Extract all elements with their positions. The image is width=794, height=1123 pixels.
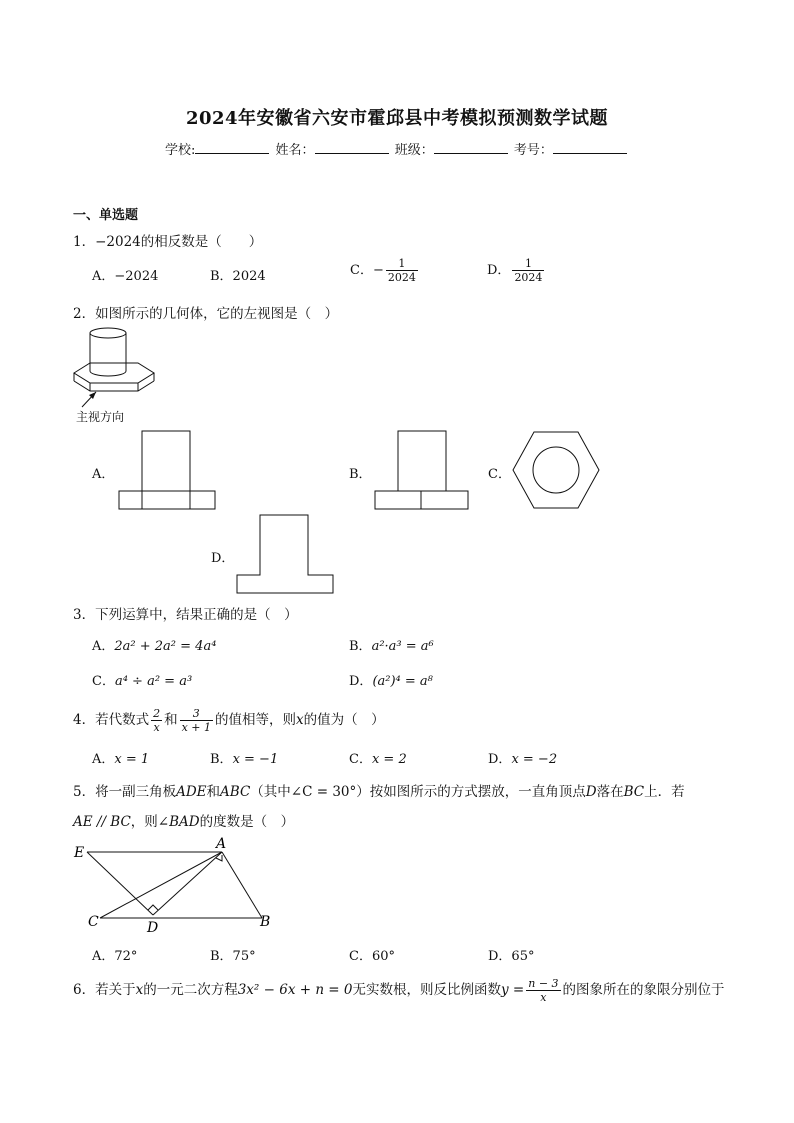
q5-option-a: A．72°: [92, 949, 138, 964]
exam-no-label: 考号：: [513, 143, 553, 158]
exam-no-blank[interactable]: [553, 140, 627, 154]
q5-option-d: D．65°: [488, 949, 535, 964]
q4-fraction-1: $\frac{2}{x}$: [153, 707, 161, 734]
q2-option-a-figure: [118, 430, 216, 510]
section-heading: 一、单选题: [73, 208, 139, 223]
q3-stem: 3．下列运算中，结果正确的是（ ）: [73, 607, 298, 623]
q5-triangle-figure: [70, 838, 280, 938]
q5-stem-line1: 5．将一副三角板ADE和ABC（其中∠C = 30°）按如图所示的方式摆放，一直角顶点D落在BC上．若: [73, 784, 685, 800]
q2-option-d-figure: [236, 514, 334, 594]
class-blank[interactable]: [434, 140, 508, 154]
q2-solid-figure: [70, 325, 160, 420]
q2-option-b: B．: [349, 467, 372, 482]
q4-fraction-2: $\frac{3}{x + 1}$: [181, 707, 212, 734]
q3-option-a: A．2a² + 2a² = 4a⁴: [92, 639, 217, 654]
q3-option-d: D．(a²)⁴ = a⁸: [349, 674, 433, 689]
q2-option-d: D．: [211, 551, 235, 566]
q2-option-a: A．: [92, 467, 115, 482]
page-title: 2024年安徽省六安市霍邱县中考模拟预测数学试题: [185, 108, 609, 129]
q5-label-c: C: [88, 914, 99, 930]
q4-option-a: A．x = 1: [92, 752, 150, 767]
q4-stem: 4．若代数式 $\frac{2}{x}$ 和 $\frac{3}{x + 1}$ 的值相等，则x的值为（ ）: [73, 707, 385, 734]
q5-stem-line2: AE // BC，则∠BAD的度数是（ ）: [73, 814, 295, 830]
q1-stem: 1．−2024的相反数是（ ）: [73, 234, 263, 250]
school-label: 学校:: [165, 143, 196, 158]
q2-option-c: C．: [488, 467, 511, 482]
class-label: 班级：: [394, 143, 434, 158]
q2-option-b-figure: [374, 430, 470, 510]
q1-option-a: A．−2024: [92, 269, 159, 284]
q4-option-b: B．x = −1: [210, 752, 279, 767]
q6-stem: 6．若关于x的一元二次方程3x² − 6x + n = 0无实数根，则反比例函数y = $\frac{n - 3}{x}$ 的图象所在的象限分别位于: [73, 977, 725, 1004]
q4-option-d: D．x = −2: [488, 752, 558, 767]
name-blank[interactable]: [315, 140, 389, 154]
student-info-line: [165, 139, 629, 158]
q5-label-a: A: [216, 836, 227, 852]
q2-stem: 2．如图所示的几何体，它的左视图是（ ）: [73, 306, 339, 322]
q4-option-c: C．x = 2: [349, 752, 407, 767]
name-label: 姓名：: [275, 143, 315, 158]
q1-option-b: B．2024: [210, 269, 266, 284]
q1-c-fraction: $\frac{1}{2024}$: [387, 257, 416, 284]
q5-label-b: B: [260, 914, 271, 930]
q5-option-c: C．60°: [349, 949, 395, 964]
q5-label-e: E: [74, 845, 85, 861]
q2-option-c-figure: [512, 431, 600, 509]
q2-direction-label: 主视方向: [76, 410, 125, 424]
q1-option-c: C．− $\frac{1}{2024}$: [350, 257, 416, 284]
q3-option-b: B．a²·a³ = a⁶: [349, 639, 434, 654]
q1-d-fraction: $\frac{1}{2024}$: [514, 257, 543, 284]
q5-label-d: D: [147, 920, 159, 936]
q1-option-d: D． $\frac{1}{2024}$: [487, 257, 543, 284]
q6-fraction: $\frac{n - 3}{x}$: [528, 977, 559, 1004]
school-blank[interactable]: [195, 140, 269, 154]
q3-option-c: C．a⁴ ÷ a² = a³: [92, 674, 193, 689]
q5-option-b: B．75°: [210, 949, 256, 964]
